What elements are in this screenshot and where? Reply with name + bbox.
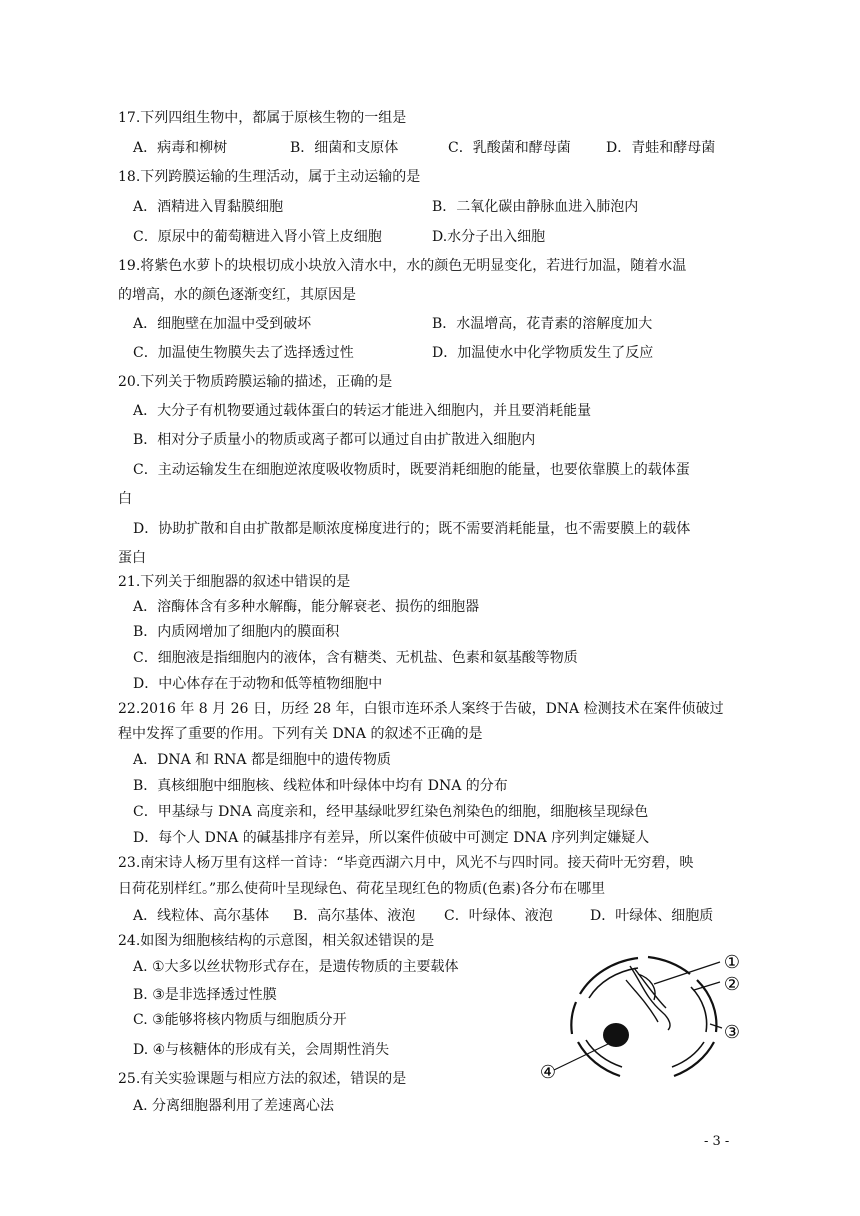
figure-label-2: ② xyxy=(723,974,741,995)
outer-envelope-top xyxy=(580,958,638,994)
q19-option-c: C．加温使生物膜失去了选择透过性 xyxy=(133,345,354,361)
q19-option-b: B．水温增高，花青素的溶解度加大 xyxy=(432,316,653,332)
q22-option-c: C．甲基绿与 DNA 高度亲和，经甲基绿吡罗红染色剂染色的细胞，细胞核呈现绿色 xyxy=(133,804,649,820)
q18-option-c: C．原尿中的葡萄糖进入肾小管上皮细胞 xyxy=(133,229,382,245)
q22-option-a: A．DNA 和 RNA 都是细胞中的遗传物质 xyxy=(133,752,391,768)
q21-option-b: B．内质网增加了细胞内的膜面积 xyxy=(133,624,340,640)
chromatin xyxy=(626,966,670,1030)
q20-option-d: D．协助扩散和自由扩散都是顺浓度梯度进行的；既不需要消耗能量，也不需要膜上的载体 xyxy=(133,521,691,537)
q24-option-d: D. ④与核糖体的形成有关，会周期性消失 xyxy=(133,1042,390,1058)
q23-option-b: B．高尔基体、液泡 xyxy=(293,908,416,924)
label-line-2 xyxy=(694,982,720,990)
question-24-stem: 24.如图为细胞核结构的示意图，相关叙述错误的是 xyxy=(118,933,435,949)
question-19-stem-2: 的增高，水的颜色逐渐变红，其原因是 xyxy=(118,287,356,303)
question-25-stem: 25.有关实验课题与相应方法的叙述，错误的是 xyxy=(118,1071,407,1087)
q23-option-c: C．叶绿体、液泡 xyxy=(444,908,553,924)
outer-envelope-top-right xyxy=(648,957,690,974)
q19-option-a: A．细胞壁在加温中受到破坏 xyxy=(133,316,312,332)
q21-option-d: D．中心体存在于动物和低等植物细胞中 xyxy=(133,676,383,692)
q20-option-a: A．大分子有机物要通过载体蛋白的转运才能进入细胞内，并且要消耗能量 xyxy=(133,403,592,419)
page-number: - 3 - xyxy=(704,1134,730,1149)
outer-envelope-bottom-right xyxy=(674,1042,714,1076)
figure-label-3: ③ xyxy=(723,1022,741,1043)
label-line-1 xyxy=(654,962,720,984)
question-20-stem: 20.下列关于物质跨膜运输的描述，正确的是 xyxy=(118,374,393,390)
q24-option-a: A. ①大多以丝状物形式存在，是遗传物质的主要载体 xyxy=(133,959,459,975)
inner-envelope-bottom-right xyxy=(672,1042,704,1067)
q18-option-d: D.水分子出入细胞 xyxy=(432,229,546,245)
q19-option-d: D．加温使水中化学物质发生了反应 xyxy=(432,345,654,361)
q17-option-b: B．细菌和支原体 xyxy=(290,140,399,156)
q20-option-b: B．相对分子质量小的物质或离子都可以通过自由扩散进入细胞内 xyxy=(133,432,536,448)
question-23-stem-2: 日荷花别样红。”那么使荷叶呈现绿色、荷花呈现红色的物质(色素)各分布在哪里 xyxy=(118,881,606,897)
inner-envelope-right xyxy=(691,987,707,1032)
outer-envelope-bottom-left xyxy=(578,1042,620,1076)
question-23-stem-1: 23.南宋诗人杨万里有这样一首诗：“毕竟西湖六月中，风光不与四时同。接天荷叶无穷碧，映 xyxy=(118,855,694,871)
q17-option-a: A．病毒和柳树 xyxy=(133,140,228,156)
q20-option-c: C．主动运输发生在细胞逆浓度吸收物质时，既要消耗细胞的能量，也要依靠膜上的载体蛋 xyxy=(133,462,690,478)
q23-option-d: D．叶绿体、细胞质 xyxy=(590,908,714,924)
q21-option-a: A．溶酶体含有多种水解酶，能分解衰老、损伤的细胞器 xyxy=(133,599,480,615)
question-18-stem: 18.下列跨膜运输的生理活动，属于主动运输的是 xyxy=(118,169,421,185)
question-19-stem-1: 19.将紫色水萝卜的块根切成小块放入清水中，水的颜色无明显变化，若进行加温，随着水温 xyxy=(118,258,687,274)
q23-option-a: A．线粒体、高尔基体 xyxy=(133,908,270,924)
figure-label-4: ④ xyxy=(539,1062,557,1080)
q17-option-d: D．青蛙和酵母菌 xyxy=(606,140,716,156)
figure-label-1: ① xyxy=(723,952,741,973)
q25-option-a: A. 分离细胞器利用了差速离心法 xyxy=(133,1098,335,1114)
question-21-stem: 21.下列关于细胞器的叙述中错误的是 xyxy=(118,574,351,590)
q20-option-c-cont: 白 xyxy=(118,491,132,507)
q22-option-b: B．真核细胞中细胞核、线粒体和叶绿体中均有 DNA 的分布 xyxy=(133,778,508,794)
nucleolus xyxy=(603,1023,629,1047)
q20-option-d-cont: 蛋白 xyxy=(118,550,146,566)
q24-option-c: C. ③能够将核内物质与细胞质分开 xyxy=(133,1012,347,1028)
q17-option-c: C．乳酸菌和酵母菌 xyxy=(448,140,571,156)
inner-envelope-top xyxy=(589,968,638,998)
question-22-stem-2: 程中发挥了重要的作用。下列有关 DNA 的叙述不正确的是 xyxy=(118,726,483,742)
nucleus-structure-figure xyxy=(534,946,760,1080)
question-17-stem: 17.下列四组生物中，都属于原核生物的一组是 xyxy=(118,110,407,126)
q24-option-b: B. ③是非选择透过性膜 xyxy=(133,987,277,1003)
outer-envelope-left xyxy=(571,1002,576,1034)
q21-option-c: C．细胞液是指细胞内的液体，含有糖类、无机盐、色素和氨基酸等物质 xyxy=(133,650,578,666)
q18-option-b: B．二氧化碳由静脉血进入肺泡内 xyxy=(432,199,639,215)
question-22-stem-1: 22.2016 年 8 月 26 日，历经 28 年，白银市连环杀人案终于告破，DNA 检测技术在案件侦破过 xyxy=(118,701,724,717)
q18-option-a: A．酒精进入胃黏膜细胞 xyxy=(133,199,284,215)
q22-option-d: D．每个人 DNA 的碱基排序有差异，所以案件侦破中可测定 DNA 序列判定嫌疑人 xyxy=(133,830,650,846)
